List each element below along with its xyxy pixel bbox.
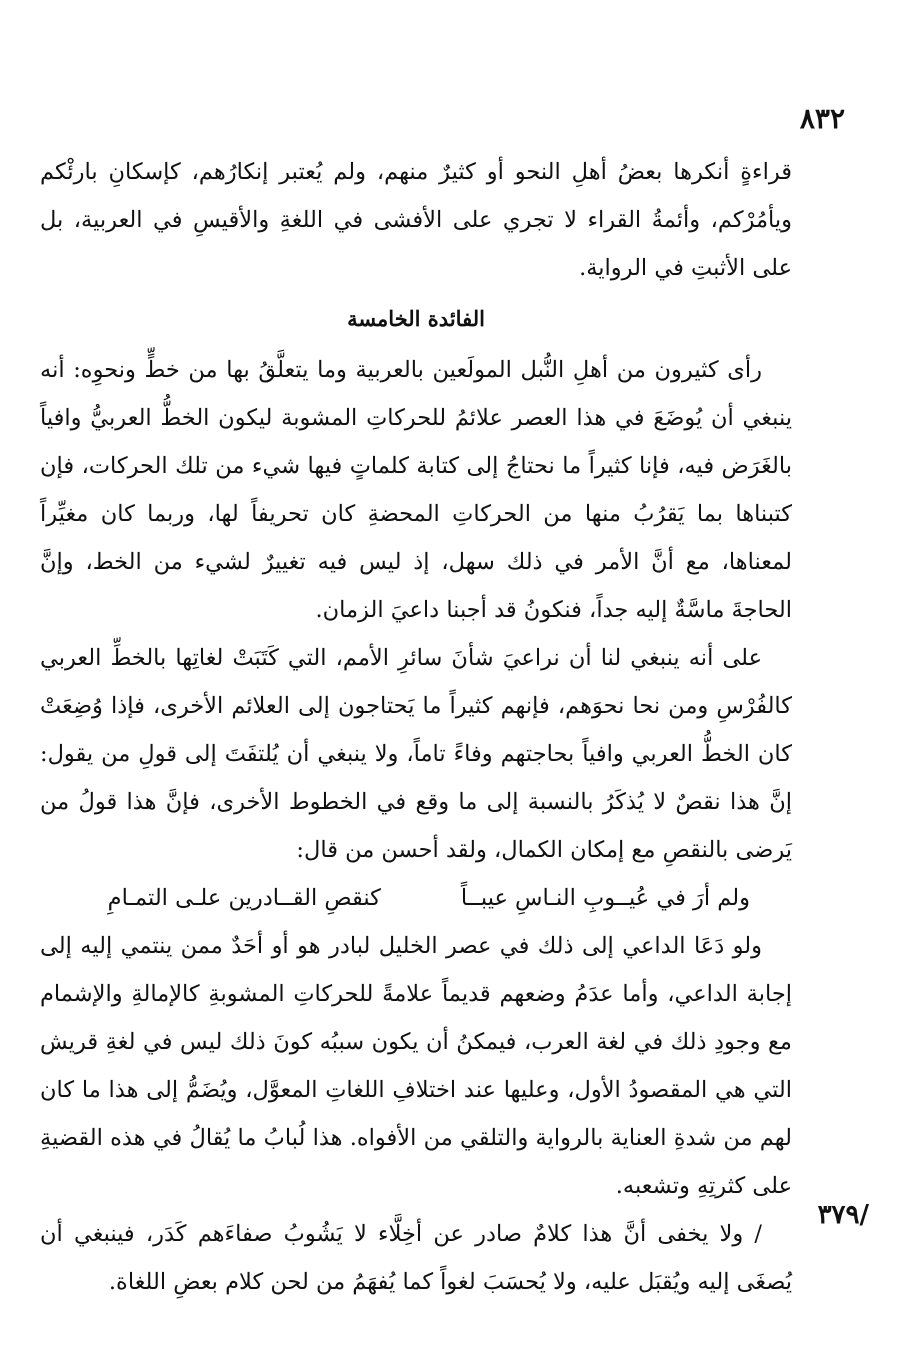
margin-reference: /٣٧٩ xyxy=(817,1200,869,1230)
paragraph-4: ولو دَعَا الداعي إلى ذلك في عصر الخليل لبادر هو أو أحَدٌ ممن ينتمي إليه إلى إجابة الداعي، وأما عدَمُ وضعهم قديماً علامةً للحركاتِ المشوبةِ كالإمالةِ والإشمام مع وجودِ ذلك في لغة العرب، فيمكنُ أن يكون سببُه كونَ ذلك ليس في لغةِ قريش التي هي المقصودُ الأول، وعليها عند اختلافِ اللغاتِ المعوَّل، ويُضَمُّ إلى هذا ما كان لهم من شدةِ العناية بالرواية والتلقي من الأفواه. هذا لُبابُ ما يُقالُ في هذه القضيةِ على كثرتِهِ وتشعبه. xyxy=(40,933,792,1199)
paragraph-5: / ولا يخفى أنَّ هذا كلامٌ صادر عن أخِلَّاء لا يَشُوبُ صفاءَهم كَدَر، فينبغي أن يُصغَى إليه ويُقبَل عليه، ولا يُحسَبَ لغواً كما يُفهَمُ من لحن كلام بعضِ اللغاة. xyxy=(40,1221,792,1295)
verse-first-hemistich: ولم أرَ في عُيــوبِ النـاسِ عيبــاً xyxy=(460,885,750,911)
paragraph-2: رأى كثيرون من أهلِ النُّبل المولَعين بالعربية وما يتعلَّقُ بها من خطٍّ ونحوِه: أنه ينبغي أن يُوضَعَ في هذا العصر علائمُ للحركاتِ المشوبة ليكون الخطُّ العربيُّ وافياً بالغَرَض فيه، فإنا كثيراً ما نحتاجُ إلى كتابة كلماتٍ فيها شيء من تلك الحركات، فإن كتبناها بما يَقرُبُ منها من الحركاتِ المحضةِ كان تحريفاً لها، وربما كان مغيِّراً لمعناها، مع أنَّ الأمر في ذلك سهل، إذ ليس فيه تغييرٌ لشيء من الخط، وإنَّ الحاجةَ ماسَّةٌ إليه جداً، فنكونُ قد أجبنا داعيَ الزمان. xyxy=(40,357,792,623)
verse xyxy=(40,874,792,922)
page-number: ٨٣٢ xyxy=(799,102,845,135)
paragraph-3: على أنه ينبغي لنا أن نراعيَ شأنَ سائرِ الأمم، التي كَتَبَتْ لغاتِها بالخطِّ العربي كالفُرْسِ ومن نحا نحوَهم، فإنهم كثيراً ما يَحتاجون إلى العلائم الأخرى، فإذا وُضِعَتْ كان الخطُّ العربي وافياً بحاجتهم وفاءً تاماً، ولا ينبغي أن يُلتفَتَ إلى قولِ من يقول: إنَّ هذا نقصٌ لا يُذكَرُ بالنسبة إلى ما وقع في الخطوط الأخرى، فإنَّ هذا قولُ من يَرضى بالنقصِ مع إمكان الكمال، ولقد أحسن من قال: xyxy=(40,645,792,863)
page-body xyxy=(40,148,792,1306)
paragraph-1: قراءةٍ أنكرها بعضُ أهلِ النحو أو كثيرٌ منهم، ولم يُعتبر إنكارُهم، كإسكانِ بارئْكم ويأمُرْكم، وأئمةُ القراء لا تجري على الأفشى في اللغةِ والأقيسِ في العربية، بل على الأثبتِ في الرواية. xyxy=(40,159,792,281)
verse-second-hemistich: كنقصِ القــادرين علـى التمـامِ xyxy=(107,885,381,911)
section-heading: الفائدة الخامسة xyxy=(347,306,485,331)
